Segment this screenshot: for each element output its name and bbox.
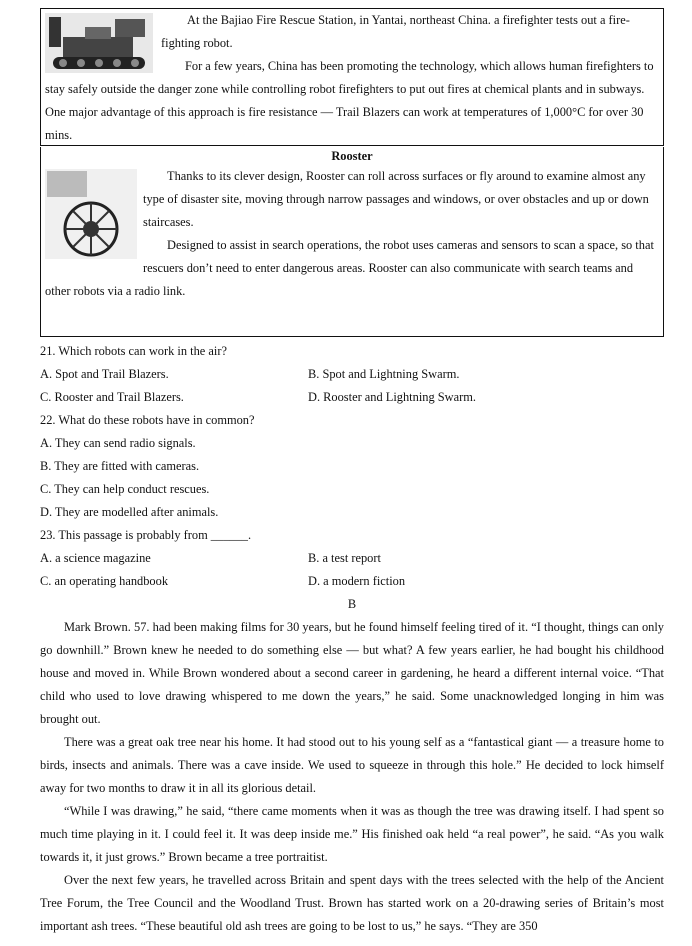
trail-blazers-box	[40, 8, 664, 146]
option-22c: C. They can help conduct rescues.	[40, 482, 210, 496]
question-23-options-cd	[40, 570, 664, 593]
option-21c: C. Rooster and Trail Blazers.	[40, 390, 184, 404]
option-23a: A. a science magazine	[40, 551, 151, 565]
option-23d: D. a modern fiction	[308, 574, 406, 588]
passage-paragraph: “While I was drawing,” he said, “there came moments when it was as though the tree was drawing itself. I had spent so much time playing in it. I could feel it. It was deep inside me.” His finished oak held “a real power”, he said. “As you walk towards it, it just grows.” Brown became a tree portraitist.	[40, 804, 664, 864]
rooster-robot-photo	[45, 169, 137, 259]
firefighting-robot-photo	[45, 13, 153, 73]
questions-area	[40, 340, 664, 938]
option-21d: D. Rooster and Lightning Swarm.	[308, 390, 476, 404]
passage-paragraph: Mark Brown. 57. had been making films for 30 years, but he found himself feeling tired of it. “I thought, things can only go downhill.” Brown knew he needed to do something else — but what? A few years earlier, he had bought his childhood house and moved in. While Brown wondered about a second career in gardening, he heard a different internal voice. “That child who used to love drawing whispered to me down the years,” he said. Some unacknowledged longing in him was brought out.	[40, 620, 664, 726]
box1-paragraph-1: At the Bajiao Fire Rescue Station, in Yantai, northeast China. a firefighter tests out a fire-fighting robot.	[161, 13, 630, 50]
passage-paragraph: Over the next few years, he travelled across Britain and spent days with the trees selected with the help of the Ancient Tree Forum, the Tree Council and the Woodland Trust. Brown has started work on a 20-drawing series of Britain’s most important ash trees. “These beautiful old ash trees are going to be lost to us,” he says. “They are 350	[40, 873, 664, 933]
reading-boxes	[40, 8, 664, 337]
question-21-stem: 21. Which robots can work in the air?	[40, 344, 227, 358]
question-23-stem: 23. This passage is probably from ______.	[40, 528, 252, 542]
option-21a: A. Spot and Trail Blazers.	[40, 367, 169, 381]
question-23-options-ab	[40, 547, 664, 570]
option-23b: B. a test report	[308, 551, 381, 565]
box2-paragraph-1: Thanks to its clever design, Rooster can roll across surfaces or fly around to examine almost any type of disaster site, moving through narrow passages and windows, or over obstacles and up or down staircases.	[143, 169, 649, 229]
question-21-options-ab	[40, 363, 664, 386]
option-22b: B. They are fitted with cameras.	[40, 459, 200, 473]
passage-b	[40, 616, 664, 938]
option-23c: C. an operating handbook	[40, 574, 169, 588]
box2-paragraph-2: Designed to assist in search operations, the robot uses cameras and sensors to scan a space, so that rescuers don’t need to enter dangerous areas. Rooster can also communicate with search teams and other robots via a radio link.	[45, 238, 654, 298]
question-22-stem: 22. What do these robots have in common?	[40, 413, 255, 427]
box1-paragraph-2: For a few years, China has been promoting the technology, which allows human firefighters to stay safely outside the danger zone while controlling robot firefighters to put out fires at chemical plants and in subways. One major advantage of this approach is fire resistance — Trail Blazers can work at temperatures of 1,000°C for over 30 mins.	[45, 59, 654, 142]
passage-paragraph: There was a great oak tree near his home. It had stood out to his young self as a “fantastical giant — a treasure home to birds, insects and animals. There was a cave inside. We used to squeeze in through this hole.” He decided to lock himself away for two months to draw it in all its glorious detail.	[40, 735, 664, 795]
option-22a: A. They can send radio signals.	[40, 436, 196, 450]
rooster-title: Rooster	[331, 149, 373, 163]
rooster-box	[40, 147, 664, 337]
option-21b: B. Spot and Lightning Swarm.	[308, 367, 460, 381]
question-21-options-cd	[40, 386, 664, 409]
section-b-heading: B	[347, 597, 357, 611]
option-22d: D. They are modelled after animals.	[40, 505, 219, 519]
